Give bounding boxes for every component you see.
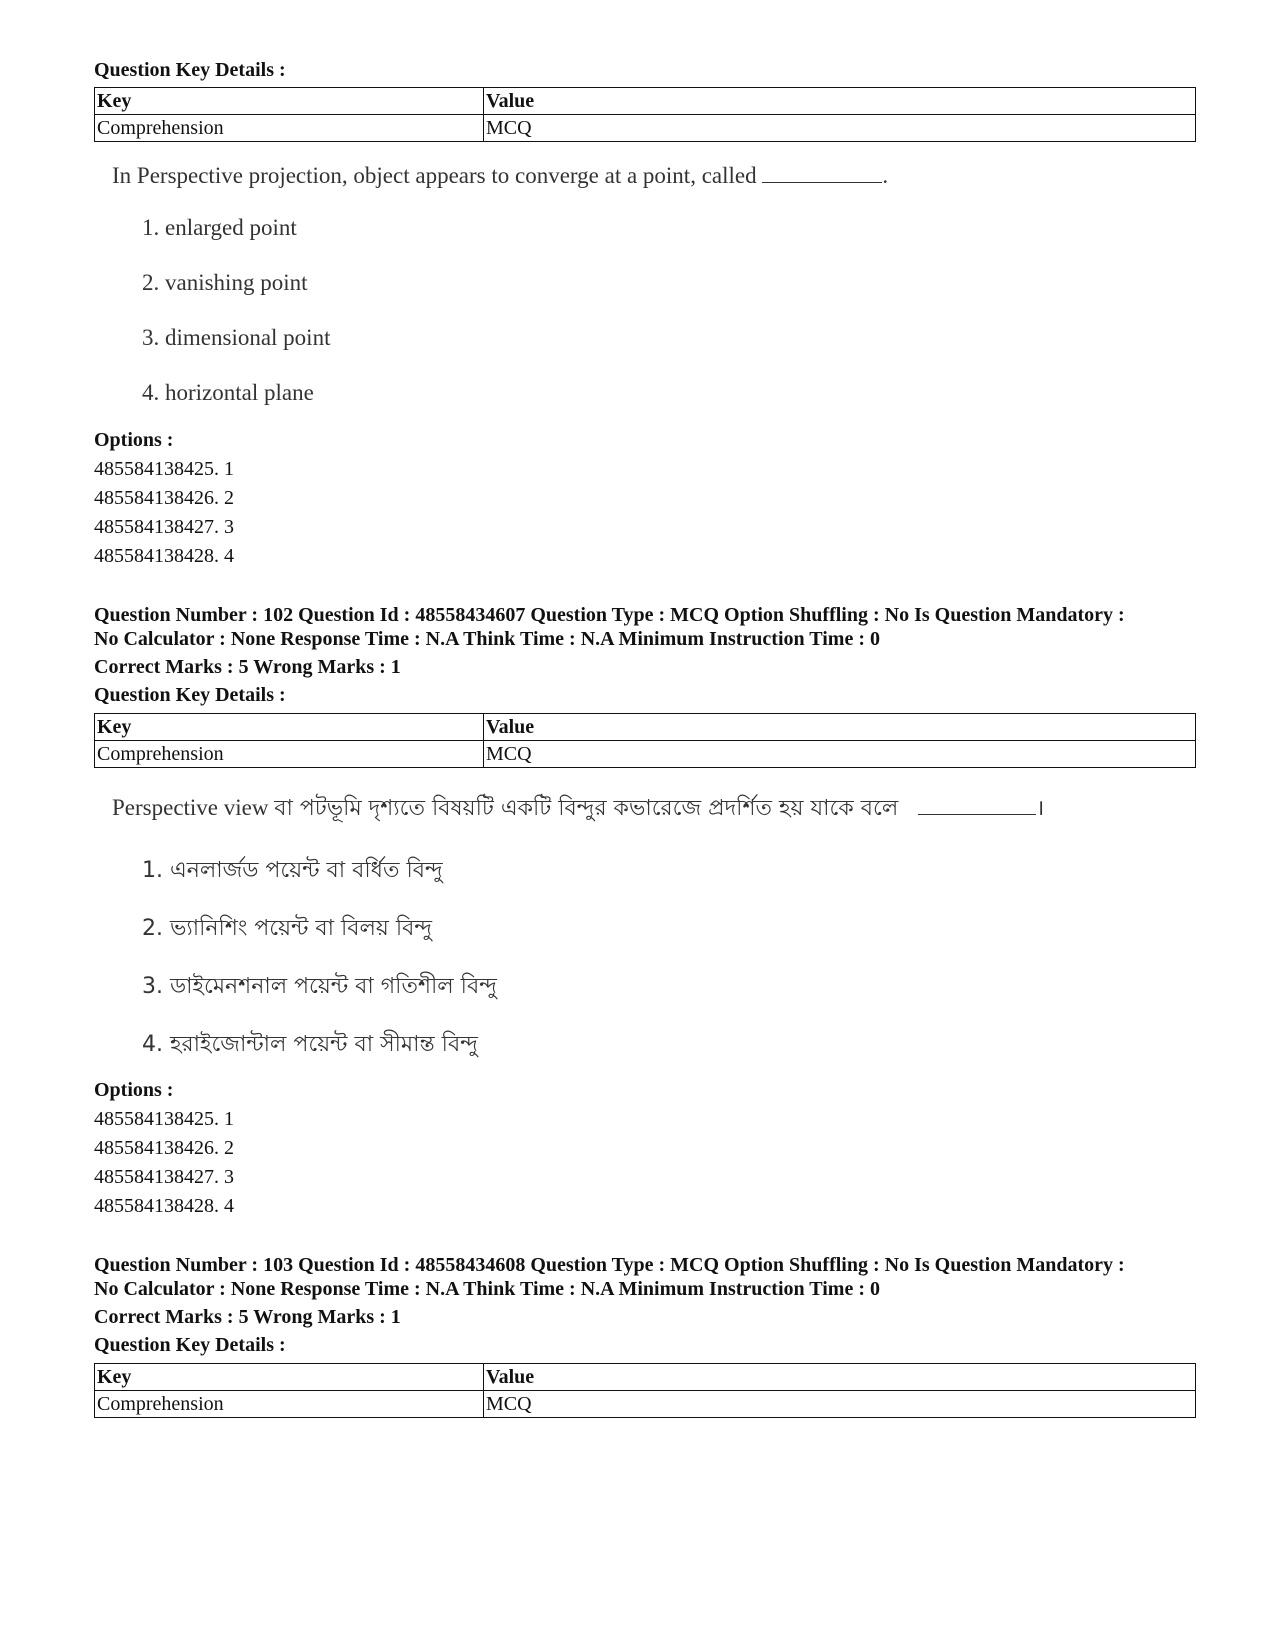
question-stem-end: । (1035, 796, 1045, 821)
question-block-102 (94, 603, 1196, 1221)
answer-blank (762, 160, 882, 183)
table-row (95, 741, 1196, 768)
options-label: Options : (94, 429, 174, 451)
question-block-103 (94, 1253, 1196, 1418)
key-details-table (94, 87, 1196, 142)
option-id: 485584138427. 3 (94, 1166, 234, 1188)
answer-blank (918, 792, 1036, 815)
question-meta-line1: Question Number : 102 Question Id : 48558434607 Question Type : MCQ Option Shuffling : No Is Question Mandatory : (94, 604, 1125, 626)
question-option: 1. এনলার্জড পয়েন্ট বা বর্ধিত বিন্দু (142, 858, 443, 883)
table-row (95, 115, 1196, 142)
table-header-key: Key (95, 1364, 484, 1391)
option-id: 485584138428. 4 (94, 1195, 234, 1217)
key-details-table (94, 713, 1196, 768)
question-stem (112, 788, 1196, 828)
question-option: 2. ভ্যানিশিং পয়েন্ট বা বিলয় বিন্দু (142, 916, 433, 941)
key-details-table (94, 1363, 1196, 1418)
table-cell-key: Comprehension (95, 115, 484, 142)
question-meta-line1: Question Number : 103 Question Id : 48558434608 Question Type : MCQ Option Shuffling : No Is Question Mandatory : (94, 1254, 1125, 1276)
question-option: 3. ডাইমেনশনাল পয়েন্ট বা গতিশীল বিন্দু (142, 974, 497, 999)
question-option: 4. হরাইজোন্টাল পয়েন্ট বা সীমান্ত বিন্দু (142, 1032, 478, 1057)
option-id: 485584138427. 3 (94, 516, 234, 538)
question-option: 3. dimensional point (142, 325, 331, 350)
question-image (94, 788, 1196, 1074)
options-label: Options : (94, 1079, 174, 1101)
document-page (94, 58, 1196, 1418)
question-option: 4. horizontal plane (142, 380, 314, 405)
question-image (94, 156, 1196, 420)
question-stem-text: In Perspective projection, object appears to converge at a point, called (112, 163, 757, 188)
option-id: 485584138426. 2 (94, 487, 234, 509)
question-marks: Correct Marks : 5 Wrong Marks : 1 (94, 656, 401, 678)
table-header-row (95, 1364, 1196, 1391)
table-header-key: Key (95, 88, 484, 115)
table-cell-value: MCQ (484, 1391, 1196, 1418)
question-stem-bengali: বা পটভূমি দৃশ্যতে বিষয়টি একটি বিন্দুর কভারেজে প্রদর্শিত হয় যাকে বলে (274, 796, 899, 821)
key-details-label: Question Key Details : (94, 1334, 286, 1356)
option-id: 485584138426. 2 (94, 1137, 234, 1159)
question-meta-line2: No Calculator : None Response Time : N.A Think Time : N.A Minimum Instruction Time : 0 (94, 1278, 880, 1300)
table-cell-value: MCQ (484, 115, 1196, 142)
table-row (95, 1391, 1196, 1418)
table-cell-key: Comprehension (95, 741, 484, 768)
key-details-label: Question Key Details : (94, 59, 286, 81)
question-marks: Correct Marks : 5 Wrong Marks : 1 (94, 1306, 401, 1328)
table-cell-value: MCQ (484, 741, 1196, 768)
question-stem-english: Perspective view (112, 795, 269, 820)
table-header-value: Value (484, 88, 1196, 115)
table-header-row (95, 88, 1196, 115)
option-id: 485584138428. 4 (94, 545, 234, 567)
question-stem-end: . (882, 163, 889, 188)
table-cell-key: Comprehension (95, 1391, 484, 1418)
question-stem (112, 156, 1196, 196)
table-header-key: Key (95, 714, 484, 741)
key-details-label: Question Key Details : (94, 684, 286, 706)
table-header-value: Value (484, 1364, 1196, 1391)
option-id: 485584138425. 1 (94, 458, 234, 480)
question-option: 2. vanishing point (142, 270, 308, 295)
option-id: 485584138425. 1 (94, 1108, 234, 1130)
question-option: 1. enlarged point (142, 215, 297, 240)
question-meta-line2: No Calculator : None Response Time : N.A Think Time : N.A Minimum Instruction Time : 0 (94, 628, 880, 650)
table-header-row (95, 714, 1196, 741)
table-header-value: Value (484, 714, 1196, 741)
